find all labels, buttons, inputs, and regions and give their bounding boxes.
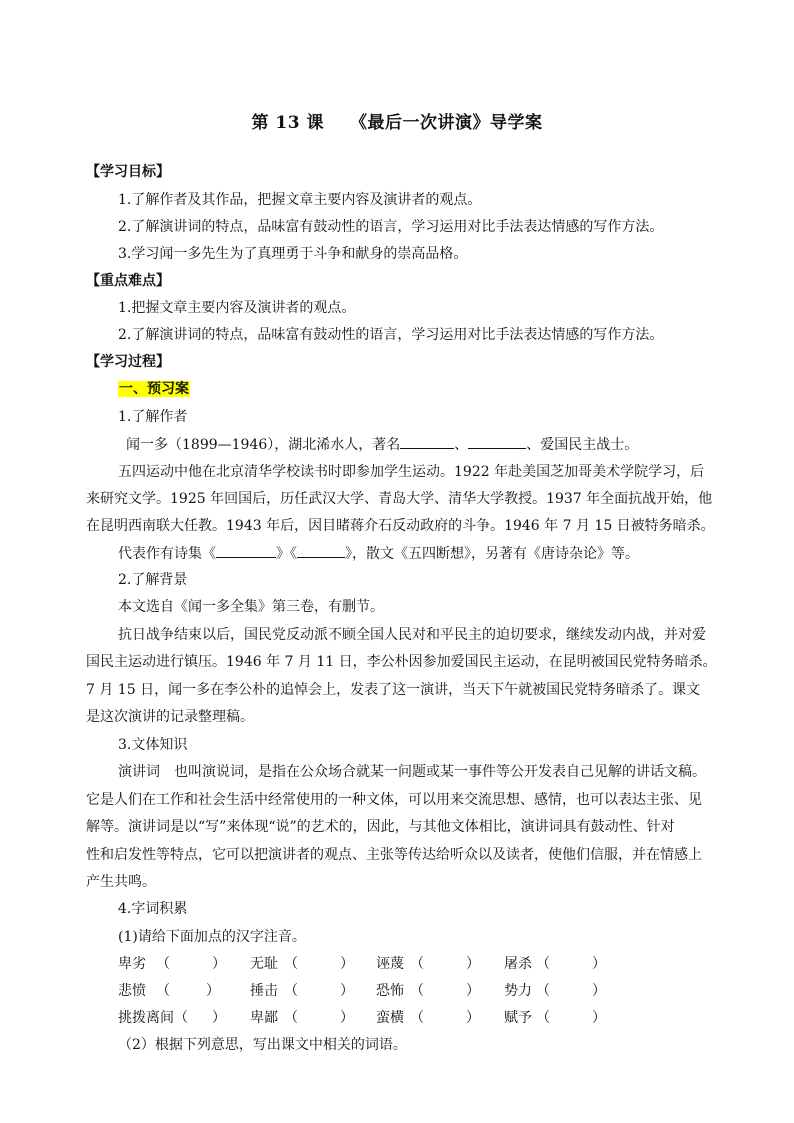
genre-line: 产生共鸣。 [86,874,156,890]
fill-blank[interactable] [400,434,454,449]
vocab-heading: 4.字词积累 [118,901,188,917]
vocab-word: 捶击 [250,983,278,999]
genre-line: 性和启发性等特点，它可以把演讲者的观点、主张等传达给听众以及读者，使他们信服，并在情感上 [86,847,702,863]
author-heading: 1.了解作者 [118,409,188,425]
pinyin-blank[interactable]: （ [284,983,298,999]
goal-item: 3.学习闻一多先生为了真理勇于斗争和献身的崇高品格。 [118,246,468,262]
pinyin-blank[interactable]: （ [536,956,550,972]
genre-line: 解等。演讲词是以“写”来体现“说”的艺术的，因此，与其他文体相比，演讲词具有鼓动性、针对 [86,819,675,835]
section-label [118,379,190,399]
fill-blank[interactable] [216,543,276,558]
goal-item: 2.了解演讲词的特点，品味富有鼓动性的语言，学习运用对比手法表达情感的写作方法。 [118,219,664,235]
focus-item: 2.了解演讲词的特点，品味富有鼓动性的语言，学习运用对比手法表达情感的写作方法。 [118,327,664,343]
vocab-question: (1)请给下面加点的汉字注音。 [118,929,306,945]
lesson-name: 《最后一次讲演》导学案 [350,113,543,133]
pinyin-blank[interactable]: （ [156,956,170,972]
pinyin-blank[interactable]: （ [284,956,298,972]
vocab-word: 无耻 [250,956,278,972]
background-line: 本文选自《闻一多全集》第三卷，有删节。 [118,599,384,615]
pinyin-blank[interactable]: （ [174,1010,188,1026]
vocab-question: （2）根据下列意思，写出课文中相关的词语。 [118,1037,407,1053]
fill-blank[interactable] [297,543,345,558]
fill-blank[interactable] [468,434,526,449]
vocab-word: 挑拨离间 [118,1010,174,1026]
lesson-number: 第 13 课 [251,113,324,133]
document-page: 第 13 课 《最后一次讲演》导学案 【学习目标】 1.了解作者及其作品，把握文章主要内容及演讲者的观点。 2.了解演讲词的特点，品味富有鼓动性的语言，学习运用对比手法表达情感的写作方法。 3.学习闻一多先生为了真理勇于斗争和献身的崇高品格。 【重点难点】 1.把握文章主要内容及演讲者的观点。 2.了解演讲词的特点，品味富有鼓动性的语言，学习运用对比手法表达情感的写作方法。 【学习过程】 一、预习案 1.了解作者 闻一多（1899—1946），湖北浠水人，著名 、 、爱国民主战士。 五四运动中他在北京清华学校读书时即参加学生运动。1922 年赴美国芝加哥美术学院学习，后 来研究文学。1925 年回国后，历任武汉大学、青岛大学、清华大学教授。1937 年全面抗战开始，他 在昆明西南联大任教。1943 年后，因目睹蒋介石反动政府的斗争。1946 年 7 月 15 日被特务暗杀。 代表作有诗集《 》《 》，散文《五四断想》，另著有《唐诗杂论》等。 2.了解背景 本文选自《闻一多全集》第三卷，有删节。 抗日战争结束以后，国民党反动派不顾全国人民对和平民主的迫切要求，继续发动内战，并对爱 国民主运动进行镇压。1946 年 7 月 11 日，李公朴因参加爱国民主运动，在昆明被国民党特务暗杀。 7 月 15 日，闻一多在李公朴的追悼会上，发表了这一演讲，当天下午就被国民党特务暗杀了。课文 是这次演讲的记录整理稿。 3.文体知识 演讲词 也叫演说词，是指在公众场合就某一问题或某一事件等公开发表自己见解的讲话文稿。 它是人们在工作和社会生活中经常使用的一种文体，可以用来交流思想、感情，也可以表达主张、见 解等。演讲词是以“写”来体现“说”的艺术的，因此，与其他文体相比，演讲词具有鼓动性、针对 性和启发性等特点，它可以把演讲者的观点、主张等传达给听众以及读者，使他们信服，并在情感上 产生共鸣。 4.字词积累 (1)请给下面加点的汉字注音。 卑劣 （ ） 无耻 （ ） 诬蔑 （ ） 屠杀 （ ） 悲愤 （ ） 捶击 （ ） 恐怖 （ ） 势力 （ ） 挑拨离间 （ ） 卑鄙 （ ） 蛮横 （ ） 赋予 （ ） （2）根据下列意思，写出课文中相关的词语。 [0,0,794,1123]
background-line: 国民主运动进行镇压。1946 年 7 月 11 日，李公朴因参加爱国民主运动，在昆明被国民党特务暗杀。 [86,654,717,670]
pinyin-blank[interactable]: （ [410,983,424,999]
pinyin-blank[interactable]: （ [284,1010,298,1026]
author-para: 五四运动中他在北京清华学校读书时即参加学生运动。1922 年赴美国芝加哥美术学院学习，后 [118,464,705,480]
focus-heading: 【重点难点】 [86,273,170,289]
goal-item: 1.了解作者及其作品，把握文章主要内容及演讲者的观点。 [118,192,482,208]
author-intro: 闻一多（1899—1946），湖北浠水人，著名 、 、爱国民主战士。 [126,434,638,455]
works-line: 代表作有诗集《 》《 》，散文《五四断想》，另著有《唐诗杂论》等。 [118,543,639,564]
genre-heading: 3.文体知识 [118,737,188,753]
vocab-word: 卑鄙 [250,1010,278,1026]
pinyin-blank[interactable]: （ [536,1010,550,1026]
section-highlight: 一、预习案 [119,381,189,397]
pinyin-blank[interactable]: （ [410,956,424,972]
genre-line: 它是人们在工作和社会生活中经常使用的一种文体，可以用来交流思想、感情，也可以表达主张、见 [86,792,702,808]
vocab-word: 蛮横 [376,1010,404,1026]
background-line: 抗日战争结束以后，国民党反动派不顾全国人民对和平民主的迫切要求，继续发动内战，并对爱 [118,627,706,643]
vocab-word: 赋予 [504,1010,532,1026]
goals-heading: 【学习目标】 [86,164,170,180]
process-heading: 【学习过程】 [86,354,170,370]
vocab-word: 诬蔑 [376,956,404,972]
vocab-word: 悲愤 [118,983,146,999]
genre-line: 演讲词 也叫演说词，是指在公众场合就某一问题或某一事件等公开发表自己见解的讲话文稿。 [118,764,706,780]
background-line: 是这次演讲的记录整理稿。 [86,709,254,725]
vocab-word: 屠杀 [504,956,532,972]
vocab-word: 势力 [504,983,532,999]
author-para: 在昆明西南联大任教。1943 年后，因目睹蒋介石反动政府的斗争。1946 年 7 月 15 日被特务暗杀。 [86,518,715,534]
vocab-word: 卑劣 [118,956,146,972]
page-title [0,108,794,133]
pinyin-blank[interactable]: （ [156,983,170,999]
pinyin-blank[interactable]: （ [410,1010,424,1026]
focus-item: 1.把握文章主要内容及演讲者的观点。 [118,300,356,316]
background-line: 7 月 15 日，闻一多在李公朴的追悼会上，发表了这一演讲，当天下午就被国民党特务暗杀了。课文 [86,682,701,698]
vocab-word: 恐怖 [376,983,404,999]
background-heading: 2.了解背景 [118,572,188,588]
pinyin-blank[interactable]: （ [536,983,550,999]
author-para: 来研究文学。1925 年回国后，历任武汉大学、青岛大学、清华大学教授。1937 年全面抗战开始，他 [86,491,713,507]
